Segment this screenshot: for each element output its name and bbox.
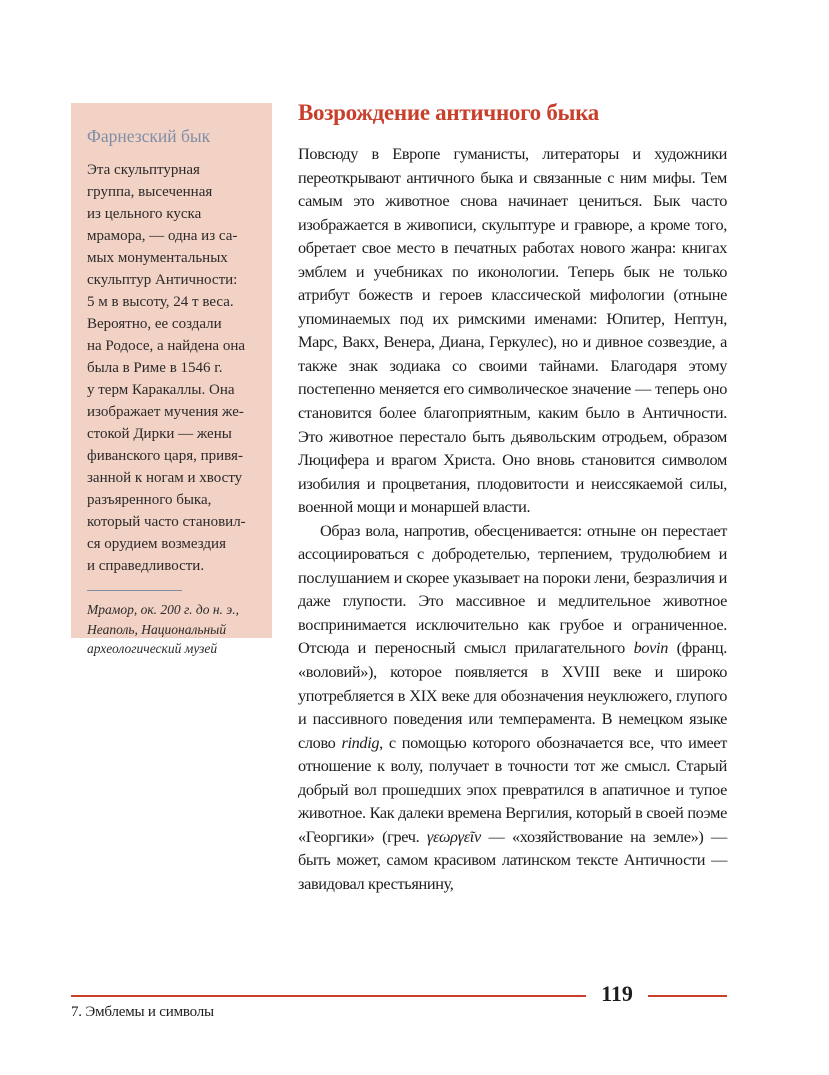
sidebar-line: 5 м в высоту, 24 т веса.: [87, 294, 234, 310]
term-bovin: bovin: [633, 638, 668, 658]
sidebar-line: разъяренного быка,: [87, 492, 212, 508]
footer-rule-left: [71, 995, 586, 997]
sidebar-divider: [87, 590, 182, 591]
main-text: [298, 142, 727, 896]
sidebar-line: была в Риме в 1546 г.: [87, 360, 223, 376]
sidebar-line: Эта скульптурная: [87, 162, 200, 178]
sidebar-line: у терм Каракаллы. Она: [87, 382, 235, 398]
sidebar-line: мрамора, — одна из са-: [87, 228, 238, 244]
paragraph-2-part-a: Образ вола, напротив, обесценивается: отныне он перестает ассоциироваться с добродетелью, терпением, трудолюбием и послушанием и скорее указывает на пороки лени, безразличия и даже глупости. Это массивное и медлительное животное воспринимается исключительно как грубое и ограниченное. Отсюда и переносный смысл прилагательного: [298, 520, 727, 658]
caption-line: археологический музей: [87, 641, 218, 656]
sidebar-line: Вероятно, ее создали: [87, 316, 222, 332]
sidebar-line: группа, высеченная: [87, 184, 213, 200]
sidebar-line: и справедливости.: [87, 558, 205, 574]
sidebar-title: Фарнезский бык: [87, 126, 211, 146]
sidebar-line: занной к ногам и хвосту: [87, 470, 243, 486]
paragraph-2-part-d: — «хозяйствование на земле») — быть может, самом красивом латинском тексте Античности — завидовал крестьянину,: [298, 826, 727, 893]
footer-rule-right: [648, 995, 727, 997]
caption-line: Мрамор, ок. 200 г. до н. э.,: [87, 602, 239, 617]
sidebar-line: на Родосе, а найдена она: [87, 338, 246, 354]
paragraph-2-part-c: , с помощью которого обозначается все, что имеет отношение к волу, получает в точности тот же смысл. Старый добрый вол прошедших эпох превратился в апатичное и тупое животное. Как далеки времена Вергилия, который в своей поэме «Георгики» (греч.: [298, 732, 727, 846]
section-heading: Возрождение античного быка: [298, 100, 599, 125]
sidebar-line: стокой Дирки — жены: [87, 426, 232, 442]
running-head: 7. Эмблемы и символы: [71, 1004, 214, 1020]
sidebar-caption: [87, 600, 258, 659]
page-number: 119: [601, 981, 633, 1006]
sidebar-line: ся орудием возмездия: [87, 536, 226, 552]
sidebar-box: [71, 103, 272, 656]
caption-line: Неаполь, Национальный: [87, 621, 227, 637]
term-rindig: rindig: [341, 732, 380, 752]
paragraph-2: [298, 519, 727, 896]
paragraph-2-part-b: (франц. «воловий»), которое появляется в XVIII веке и широко употребляется в XIX веке для обозначения неуклюжего, глупого и пассивного поведения или темперамента. В немецком языке слово: [298, 638, 727, 752]
paragraph-1: Повсюду в Европе гуманисты, литераторы и художники переоткрывают античного быка и связанные с ним мифы. Тем самым это животное снова начинает цениться. Бык часто изображается в живописи, скульптуре и гравюре, а кроме того, обретает свое место в печатных работах нового жанра: книгах эмблем и учебниках по иконологии. Теперь бык не только атрибут божеств и героев классической мифологии (отныне упоминаемых под их римскими именами: Юпитер, Нептун, Марс, Вакх, Венера, Диана, Геркулес), но и дивное созвездие, а также знак зодиака со своими тайнами. Благодаря этому постепенно меняется его символическое значение — теперь оно становится более благоприятным, каким было в Античности. Это животное перестало быть дьявольским отродьем, образом Люцифера и врагом Христа. Оно вновь становится символом изобилия и процветания, плодовитости и неиссякаемой силы, военной мощи и монаршей власти.: [298, 144, 727, 517]
greek-term: γεωργεῖν: [426, 826, 481, 846]
sidebar-line: изображает мучения же-: [87, 404, 244, 420]
sidebar-line: из цельного куска: [87, 206, 202, 222]
sidebar-line: мых монументальных: [87, 250, 228, 266]
sidebar-line: скульптур Античности:: [87, 272, 238, 288]
sidebar-line: который часто становил-: [87, 514, 246, 530]
sidebar-line: фиванского царя, привя-: [87, 448, 243, 464]
sidebar-body: [87, 159, 258, 577]
